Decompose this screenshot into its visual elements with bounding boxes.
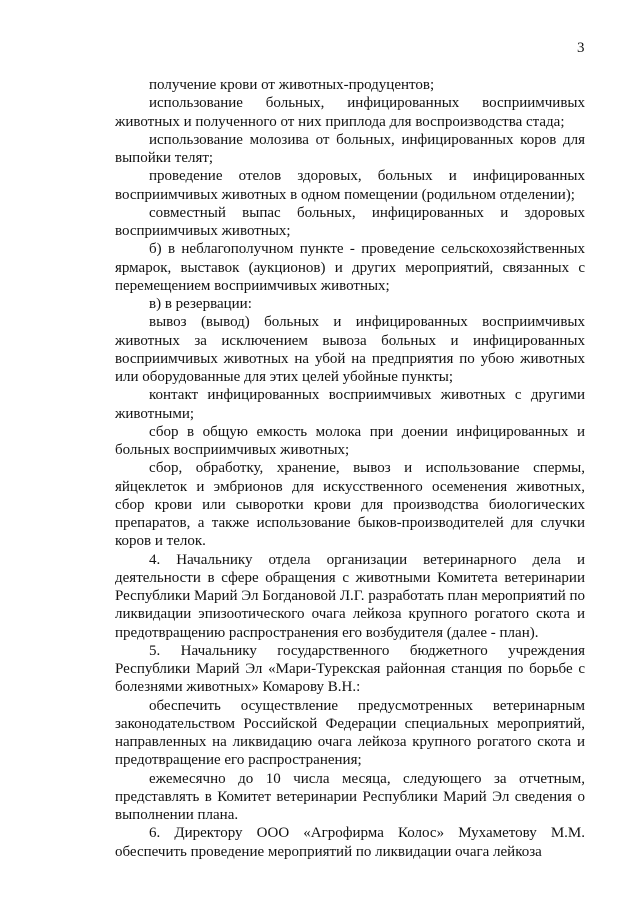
- paragraph: б) в неблагополучном пункте - проведение сельскохозяйственных ярмарок, выставок (аукционов) и других мероприятий, связанных с перемещением восприимчивых животных;: [115, 241, 585, 294]
- paragraph: 5. Начальнику государственного бюджетного учреждения Республики Марий Эл «Мари-Турекская районная станция по борьбе с болезнями животных» Комарову В.Н.:: [115, 642, 585, 696]
- paragraph: 6. Директору ООО «Агрофирма Колос» Мухаметову М.М. обеспечить проведение мероприятий по ликвидации очага лейкоза: [115, 825, 585, 860]
- paragraph: использование больных, инфицированных восприимчивых животных и полученного от них приплода для воспроизводства стада;: [115, 95, 585, 130]
- paragraph: контакт инфицированных восприимчивых животных с другими животными;: [115, 387, 585, 422]
- paragraph: сбор, обработку, хранение, вывоз и использование спермы, яйцеклеток и эмбрионов для искусственного осеменения животных, сбор крови или сыворотки крови для производства биологических препаратов, а также использование быков-производителей для случки коров и телок.: [115, 460, 585, 550]
- document-body: [115, 76, 585, 861]
- paragraph: сбор в общую емкость молока при доении инфицированных и больных восприимчивых животных;: [115, 423, 585, 458]
- paragraph: использование молозива от больных, инфицированных коров для выпойки телят;: [115, 131, 585, 166]
- paragraph: вывоз (вывод) больных и инфицированных восприимчивых животных за исключением вывоза больных и инфицированных восприимчивых животных на убой на предприятия по убою животных или оборудованные для этих целей убойные пункты;: [115, 314, 585, 385]
- paragraph: совместный выпас больных, инфицированных и здоровых восприимчивых животных;: [115, 204, 585, 239]
- paragraph: получение крови от животных-продуцентов;: [149, 77, 435, 93]
- page-number: 3: [577, 40, 585, 56]
- paragraph: проведение отелов здоровых, больных и инфицированных восприимчивых животных в одном помещении (родильном отделении);: [115, 168, 585, 203]
- paragraph: ежемесячно до 10 числа месяца, следующего за отчетным, представлять в Комитет ветеринарии Республики Марий Эл сведения о выполнении плана.: [115, 770, 585, 823]
- paragraph: обеспечить осуществление предусмотренных ветеринарным законодательством Российской Федерации специальных мероприятий, направленных на ликвидацию очага лейкоза крупного рогатого скота и предотвращение его распространения;: [115, 697, 585, 769]
- paragraph: 4. Начальнику отдела организации ветеринарного дела и деятельности в сфере обращения с животными Комитета ветеринарии Республики Марий Эл Богдановой Л.Г. разработать план мероприятий по ликвидации эпизоотического очага лейкоза крупного рогатого скота и предотвращению распространения его возбудителя (далее - план).: [115, 551, 586, 641]
- paragraph: в) в резервации:: [149, 296, 252, 312]
